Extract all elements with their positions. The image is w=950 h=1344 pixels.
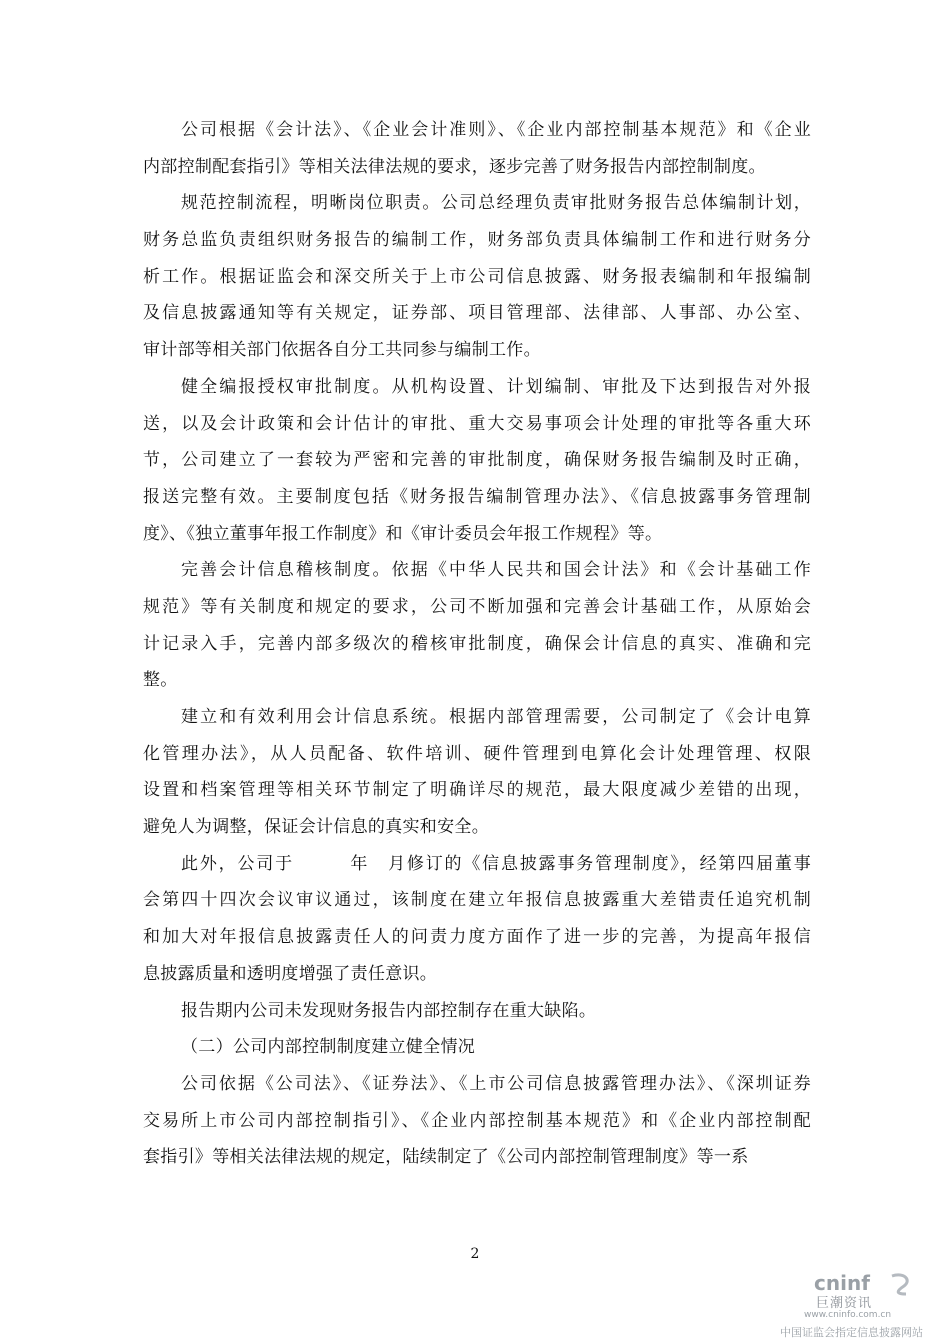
text-line: 报送完整有效。主要制度包括《财务报告编制管理办法》、《信息披露事务管理制 <box>143 486 811 507</box>
text-line: 和加大对年报信息披露责任人的问责力度方面作了进一步的完善，为提高年报信 <box>143 927 811 948</box>
watermark-brand: 巨潮资讯 <box>816 1296 873 1311</box>
text-line: 报告期内公司未发现财务报告内部控制存在重大缺陷。 <box>181 1000 597 1021</box>
text-line: 公司根据《会计法》、《企业会计准则》、《企业内部控制基本规范》和《企业 <box>181 120 811 140</box>
text-line: 健全编报授权审批制度。从机构设置、计划编制、审批及下达到报告对外报 <box>181 376 811 397</box>
text-line: 审计部等相关部门依据各自分工共同参与编制工作。 <box>143 340 541 361</box>
text-line: 财务总监负责组织财务报告的编制工作，财务部负责具体编制工作和进行财务分 <box>143 230 811 251</box>
text-line: 及信息披露通知等有关规定，证券部、项目管理部、法律部、人事部、办公室、 <box>143 303 811 324</box>
paragraph <box>143 552 811 699</box>
text-line: 规范控制流程，明晰岗位职责。公司总经理负责审批财务报告总体编制计划， <box>181 193 811 214</box>
section-heading <box>143 1029 811 1066</box>
paragraph <box>143 185 811 368</box>
paragraph <box>143 846 811 993</box>
text-line: 内部控制配套指引》等相关法律法规的要求，逐步完善了财务报告内部控制制度。 <box>143 156 766 177</box>
text-line: 度》、《独立董事年报工作制度》和《审计委员会年报工作规程》等。 <box>143 523 663 544</box>
watermark-tagline: 中国证监会指定信息披露网站 <box>780 1326 923 1339</box>
logo-text: cninf <box>814 1271 870 1295</box>
paragraph <box>143 369 811 552</box>
text-line: 计记录入手，完善内部多级次的稽核审批制度，确保会计信息的真实、准确和完 <box>143 633 811 654</box>
paragraph <box>143 699 811 846</box>
text-line: （二）公司内部控制制度建立健全情况 <box>181 1037 476 1058</box>
text-line: 息披露质量和透明度增强了责任意识。 <box>143 963 438 984</box>
paragraph <box>143 993 811 1030</box>
text-line: 交易所上市公司内部控制指引》、《企业内部控制基本规范》和《企业内部控制配 <box>143 1110 811 1131</box>
text-line: 析工作。根据证监会和深交所关于上市公司信息披露、财务报表编制和年报编制 <box>143 266 811 287</box>
text-line: 化管理办法》，从人员配备、软件培训、硬件管理到电算化会计处理管理、权限 <box>143 743 811 764</box>
text-line: 整。 <box>143 670 178 691</box>
paragraph <box>143 112 811 185</box>
text-line: 送，以及会计政策和会计估计的审批、重大交易事项会计处理的审批等各重大环 <box>143 413 811 434</box>
watermark-url: www.cninfo.com.cn <box>804 1310 892 1320</box>
text-line: 规范》等有关制度和规定的要求，公司不断加强和完善会计基础工作，从原始会 <box>143 596 811 617</box>
text-line: 公司依据《公司法》、《证券法》、《上市公司信息披露管理办法》、《深圳证券 <box>181 1073 811 1094</box>
text-line: 此外，公司于 年 月修订的《信息披露事务管理制度》，经第四届董事 <box>181 853 811 874</box>
text-line: 会第四十四次会议审议通过，该制度在建立年报信息披露重大差错责任追究机制 <box>143 890 811 911</box>
body-text <box>143 112 811 1176</box>
cninfo-watermark <box>780 1270 945 1340</box>
text-line: 节，公司建立了一套较为严密和完善的审批制度，确保财务报告编制及时正确， <box>143 450 811 471</box>
text-line: 建立和有效利用会计信息系统。根据内部管理需要，公司制定了《会计电算 <box>181 707 811 727</box>
text-line: 设置和档案管理等相关环节制定了明确详尽的规范，最大限度减少差错的出现， <box>143 780 811 801</box>
text-line: 完善会计信息稽核制度。依据《中华人民共和国会计法》和《会计基础工作 <box>181 560 811 581</box>
text-line: 套指引》等相关法律法规的规定，陆续制定了《公司内部控制管理制度》等一系 <box>143 1147 749 1168</box>
page-number: 2 <box>470 1246 480 1262</box>
text-line: 避免人为调整，保证会计信息的真实和安全。 <box>143 817 489 838</box>
paragraph <box>143 1066 811 1176</box>
